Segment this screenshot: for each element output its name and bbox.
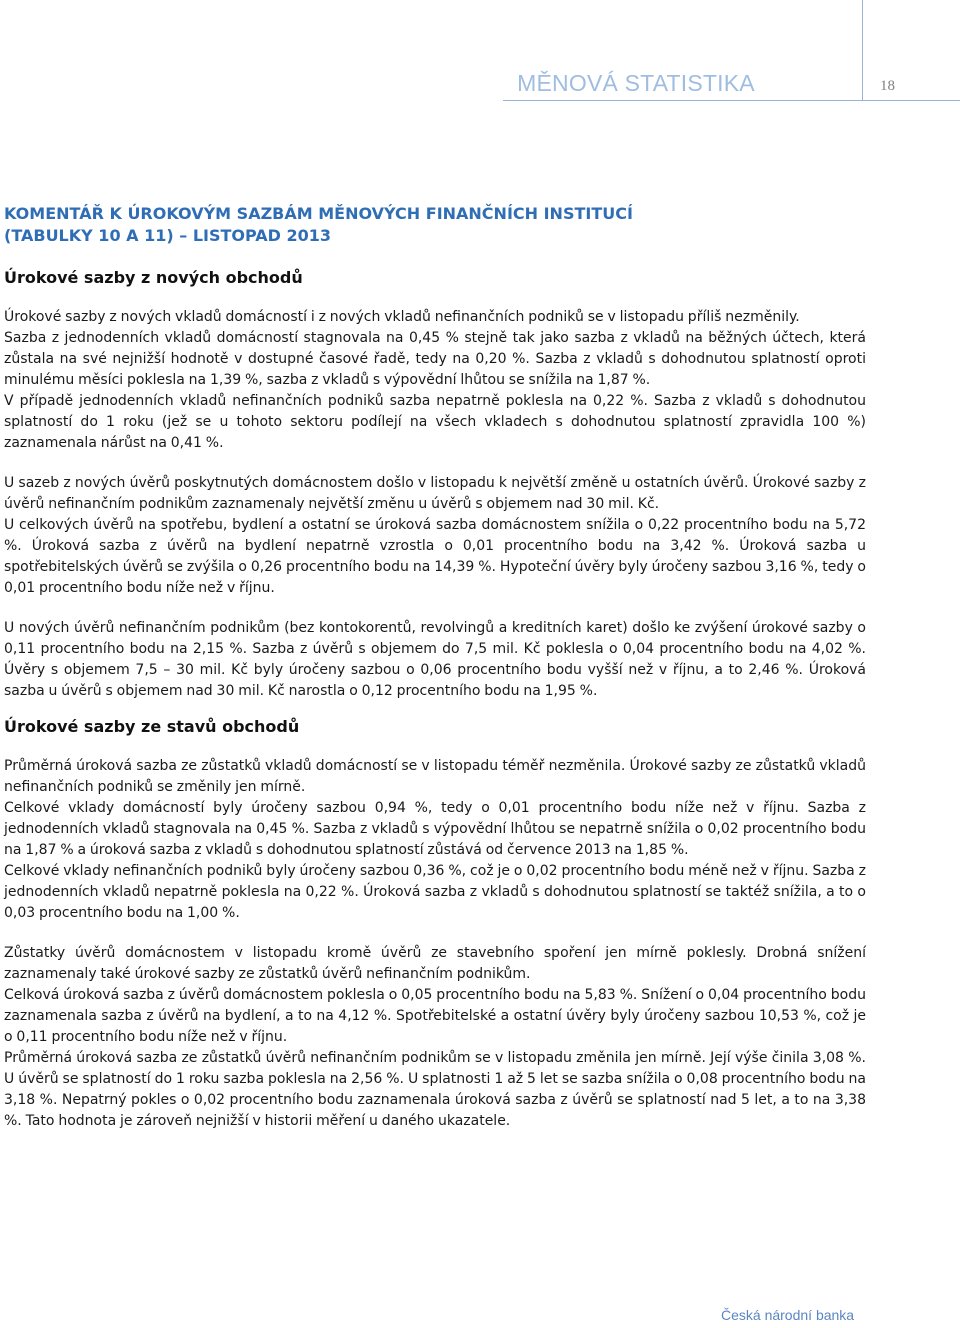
text-line: Sazba z jednodenních vkladů domácností stagnovala na 0,45 % stejně tak jako sazba z vkladů na běžných účtech, která zůstala na své nejnižší hodnotě v dostupné časové řadě, tedy na 0,20 %. Sazba z vkladů s dohodnutou splatností oproti minulému měsíci poklesla na 1,39 %, sazba z vkladů s výpovědní lhůtou se snížila na 1,87 %. xyxy=(4,330,866,388)
header-horizontal-rule xyxy=(503,100,960,101)
text-line: Celkové vklady domácností byly úročeny sazbou 0,94 %, tedy o 0,01 procentního bodu níže než v říjnu. Sazba z jednodenních vkladů stagnovala na 0,45 %. Sazba z vkladů s výpovědní lhůtou se nepatrně snížila o 0,02 procentního bodu na 1,87 % a úroková sazba z vkladů s dohodnutou splatností zůstává od července 2013 na 1,85 %. xyxy=(4,800,866,858)
document-heading-line-2: (TABULKY 10 A 11) – LISTOPAD 2013 xyxy=(4,226,332,245)
paragraph xyxy=(4,943,866,1132)
text-line: U sazeb z nových úvěrů poskytnutých domácnostem došlo v listopadu k největší změně u ostatních úvěrů. Úrokové sazby z úvěrů nefinančním podnikům zaznamenaly největší změnu u úvěrů s objemem nad 30 mil. Kč. xyxy=(4,475,866,512)
spacer xyxy=(4,738,866,756)
text-line: Celková úroková sazba z úvěrů domácnostem poklesla o 0,05 procentního bodu na 5,83 %. Snížení o 0,04 procentního bodu zaznamenala sazba z úvěrů na bydlení, a to na 4,12 %. Spotřebitelské a ostatní úvěry byly úročeny sazbou 10,53 %, což je o 0,11 procentního bodu níže než v říjnu. xyxy=(4,987,866,1045)
section-new-business xyxy=(4,307,866,702)
spacer xyxy=(4,924,866,943)
text-line: Zůstatky úvěrů domácnostem v listopadu kromě úvěrů ze stavebního spoření jen mírně poklesly. Drobná snížení zaznamenaly také úrokové sazby ze zůstatků úvěrů nefinančním podnikům. xyxy=(4,945,866,982)
header-title: MĚNOVÁ STATISTIKA xyxy=(517,70,755,96)
paragraph xyxy=(4,618,866,702)
section-outstanding xyxy=(4,756,866,1132)
paragraph xyxy=(4,756,866,924)
document-heading-line-1: KOMENTÁŘ K ÚROKOVÝM SAZBÁM MĚNOVÝCH FINANČNÍCH INSTITUCÍ xyxy=(4,204,633,223)
text-line: Celkové vklady nefinančních podniků byly úročeny sazbou 0,36 %, což je o 0,02 procentního bodu méně než v říjnu. Sazba z jednodenních vkladů nepatrně poklesla na 0,22 %. Úroková sazba z vkladů s dohodnutou splatností se taktéž snížila, a to o 0,03 procentního bodu na 1,00 %. xyxy=(4,863,866,921)
page-content xyxy=(4,203,866,1132)
page-number: 18 xyxy=(880,78,895,94)
paragraph xyxy=(4,473,866,599)
text-line: U celkových úvěrů na spotřebu, bydlení a ostatní se úroková sazba domácnostem snížila o 0,22 procentního bodu na 5,72 %. Úroková sazba z úvěrů na bydlení nepatrně vzrostla o 0,01 procentního bodu na 3,42 %. Úroková sazba u spotřebitelských úvěrů se zvýšila o 0,26 procentního bodu na 14,39 %. Hypoteční úvěry byly úročeny sazbou 3,16 %, tedy o 0,01 procentního bodu níže než v říjnu. xyxy=(4,517,866,596)
spacer xyxy=(4,289,866,307)
spacer xyxy=(4,599,866,618)
footer-institution-name: Česká národní banka xyxy=(721,1307,855,1323)
text-line: Průměrná úroková sazba ze zůstatků úvěrů nefinančním podnikům se v listopadu změnila jen mírně. Její výše činila 3,08 %. U úvěrů se splatností do 1 roku sazba poklesla na 2,56 %. U splatnosti 1 až 5 let se sazba snížila o 0,08 procentního bodu na 3,18 %. Nepatrný pokles o 0,02 procentního bodu zaznamenala úroková sazba z úvěrů se splatností nad 5 let, a to na 3,38 %. Tato hodnota je zároveň nejnižší v historii měření u daného ukazatele. xyxy=(4,1050,866,1129)
text-line: U nových úvěrů nefinančním podnikům (bez kontokorentů, revolvingů a kreditních karet) došlo ke zvýšení úrokové sazby o 0,11 procentního bodu na 2,15 %. Sazba z úvěrů s objemem do 7,5 mil. Kč poklesla o 0,04 procentního bodu na 4,02 %. Úvěry s objemem 7,5 – 30 mil. Kč byly úročeny sazbou o 0,06 procentního bodu vyšší než v říjnu, a to 2,46 %. Úroková sazba u úvěrů s objemem nad 30 mil. Kč narostla o 0,12 procentního bodu na 1,95 %. xyxy=(4,620,866,699)
spacer xyxy=(4,454,866,473)
text-line: Průměrná úroková sazba ze zůstatků vkladů domácností se v listopadu téměř nezměnila. Úrokové sazby ze zůstatků vkladů nefinančních podniků se změnily jen mírně. xyxy=(4,758,866,795)
text-line: Úrokové sazby z nových vkladů domácností i z nových vkladů nefinančních podniků se v listopadu příliš nezměnily. xyxy=(4,309,800,325)
header-vertical-rule xyxy=(862,0,863,101)
section-title-outstanding: Úrokové sazby ze stavů obchodů xyxy=(4,717,300,736)
text-line: V případě jednodenních vkladů nefinančních podniků sazba nepatrně poklesla na 0,22 %. Sazba z vkladů s dohodnutou splatností do 1 roku (jež se u tohoto sektoru podílejí na všech vkladech s dohodnutou splatností zpravidla 100 %) zaznamenala nárůst na 0,41 %. xyxy=(4,393,866,451)
section-title-new-business: Úrokové sazby z nových obchodů xyxy=(4,268,303,287)
paragraph xyxy=(4,307,866,454)
